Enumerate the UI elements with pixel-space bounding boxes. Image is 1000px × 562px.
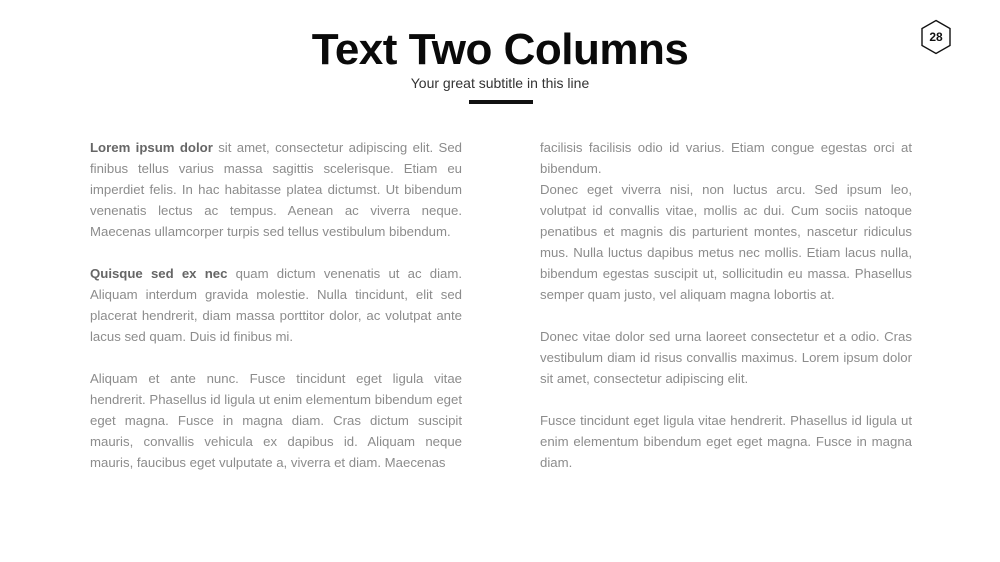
left-paragraph-2-text: quam dictum venenatis ut ac diam. Aliquam interdum gravida molestie. Nulla tincidunt, elit sed placerat hendrerit, diam massa porttitor dolor, ac volutpat ante lacus sed quam. Duis id finibus mi. [90, 266, 462, 344]
right-paragraph-2: Donec eget viverra nisi, non luctus arcu. Sed ipsum leo, volutpat id convallis vitae, mollis ac dui. Cum sociis natoque penatibus et magnis dis parturient montes, nascetur ridiculus mus. Nulla luctus dapibus metus nec mollis. Etiam lacus nulla, bibendum egestas suscipit ut, sollicitudin eu massa. Phasellus semper quam justo, vel aliquam magna lobortis at. [540, 182, 912, 302]
left-paragraph-2 [90, 263, 462, 347]
left-paragraph-3: Aliquam et ante nunc. Fusce tincidunt eget ligula vitae hendrerit. Phasellus id ligula ut enim elementum bibendum eget eget magna. Fusce in magna diam. Cras dictum suscipit mauris, convallis vehicula ex dapibus id. Aliquam neque mauris, faucibus eget vulputate a, viverra et diam. Maecenas [90, 371, 462, 470]
right-paragraph-4: Fusce tincidunt eget ligula vitae hendrerit. Phasellus id ligula ut enim elementum bibendum eget eget magna. Fusce in magna diam. [540, 413, 912, 470]
left-column [90, 137, 462, 473]
page-number-badge [920, 19, 952, 55]
left-paragraph-2-lead: Quisque sed ex nec [90, 266, 228, 281]
slide-title: Text Two Columns [311, 25, 689, 74]
title-underline [469, 100, 533, 104]
slide-subtitle: Your great subtitle in this line [410, 75, 590, 91]
right-paragraph-1: facilisis facilisis odio id varius. Etiam congue egestas orci at bibendum. [540, 140, 912, 176]
left-paragraph-1 [90, 137, 462, 242]
left-paragraph-1-text: sit amet, consectetur adipiscing elit. Sed finibus tellus varius massa sagittis scelerisque. Etiam eu imperdiet felis. In hac habitasse platea dictumst. Ut bibendum venenatis lectus ac tempus. Aenean ac viverra neque. Maecenas ullamcorper turpis sed tellus vestibulum bibendum. [90, 140, 462, 239]
page-number: 28 [929, 30, 943, 44]
left-paragraph-1-lead: Lorem ipsum dolor [90, 140, 213, 155]
right-column [540, 137, 912, 473]
right-paragraph-3: Donec vitae dolor sed urna laoreet consectetur et a odio. Cras vestibulum diam id risus convallis maximus. Lorem ipsum dolor sit amet, consectetur adipiscing elit. [540, 329, 912, 386]
